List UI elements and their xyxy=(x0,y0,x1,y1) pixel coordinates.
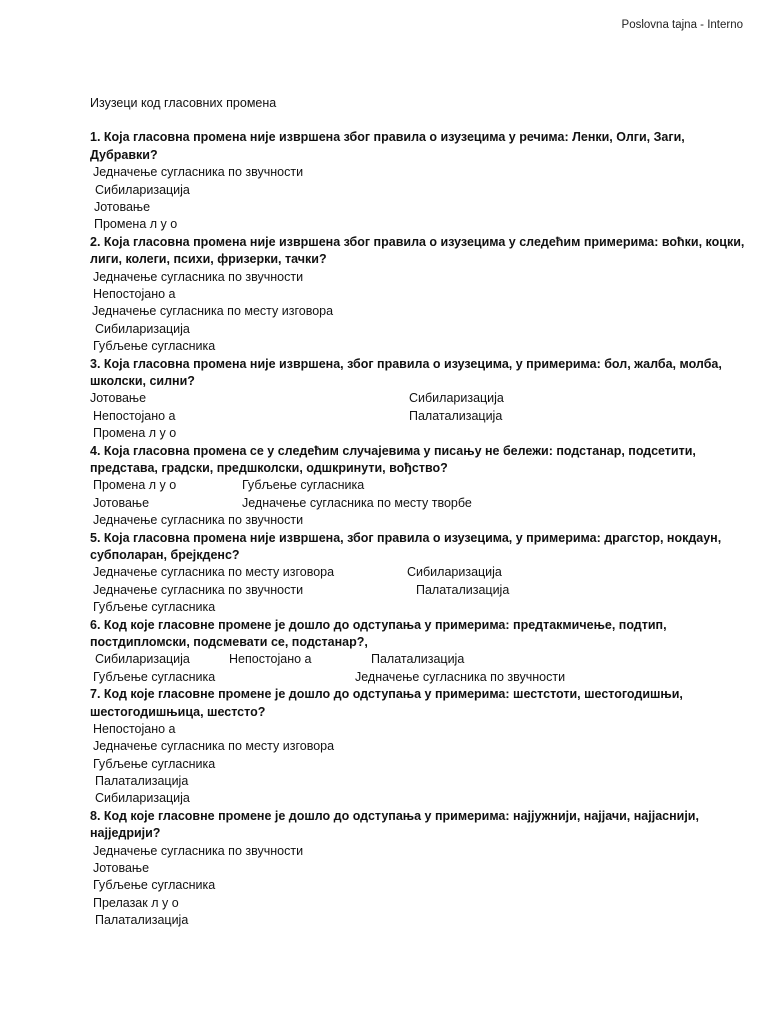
document-body xyxy=(90,95,750,930)
answer-option: Једначење сугласника по месту изговора xyxy=(93,739,335,754)
answer-option: Једначење сугласника по звучности xyxy=(355,669,566,684)
answer-option: Сибиларизација xyxy=(95,791,190,806)
answer-option: Сибиларизација xyxy=(407,565,502,580)
answer-option: Једначење сугласника по звучности xyxy=(93,582,304,597)
question-text: 7. Код које гласовне промене је дошло до одступања у примерима: шестстоти, шестогодишњи, шестогодишњица, шестсто? xyxy=(90,687,683,719)
answer-option: Губљење сугласника xyxy=(93,669,216,684)
answer-option: Једначење сугласника по звучности xyxy=(93,843,304,858)
answer-option: Промена л у о xyxy=(93,426,177,441)
question-8 xyxy=(90,808,750,930)
answer-option: Сибиларизација xyxy=(95,652,190,667)
answer-option: Једначење сугласника по месту творбе xyxy=(242,495,472,510)
question-3 xyxy=(90,356,750,443)
answer-option: Једначење сугласника по месту изговора xyxy=(93,565,335,580)
answer-option: Палатализација xyxy=(416,582,510,597)
page-header-classification: Poslovna tajna - Interno xyxy=(621,19,743,31)
document-title: Изузеци код гласовних промена xyxy=(90,96,277,110)
answer-option: Јотовање xyxy=(93,861,150,876)
answer-option: Јотовање xyxy=(93,495,150,510)
answer-option: Непостојано а xyxy=(93,286,176,301)
question-4 xyxy=(90,443,750,530)
answer-option: Јотовање xyxy=(94,200,151,214)
question-6 xyxy=(90,617,750,687)
answer-option: Палатализација xyxy=(95,913,189,928)
answer-option: Једначење сугласника по звучности xyxy=(93,269,304,284)
answer-option: Једначење сугласника по звучности xyxy=(93,513,304,528)
answer-option: Губљење сугласника xyxy=(93,600,216,615)
question-text: 1. Која гласовна промена није извршена због правила о изузецима у речима: Ленки, Олги, Заги, Дубравки? xyxy=(90,130,685,162)
question-5 xyxy=(90,530,750,617)
answer-option: Сибиларизација xyxy=(95,182,190,197)
question-text: 4. Која гласовна промена се у следећим случајевима у писању не бележи: подстанар, подсетити, представа, градски, предшколски, одшкринути, вођство? xyxy=(90,443,696,475)
answer-option: Непостојано а xyxy=(93,721,176,736)
answer-option: Губљење сугласника xyxy=(93,339,216,354)
answer-option: Непостојано а xyxy=(229,652,312,667)
question-text: 5. Која гласовна промена није извршена, због правила о изузецима, у примерима: драгстор, нокдаун, субполаран, брејкденс? xyxy=(90,530,722,562)
answer-option: Губљење сугласника xyxy=(242,478,365,493)
answer-option: Губљење сугласника xyxy=(93,878,216,893)
question-1 xyxy=(90,129,750,233)
answer-option: Једначење сугласника по месту изговора xyxy=(92,304,334,319)
answer-option: Палатализација xyxy=(371,652,465,667)
question-text: 8. Код које гласовне промене је дошло до одступања у примерима: најјужнији, најјачи, најјаснији, најједрији? xyxy=(90,808,699,841)
answer-option: Сибиларизација xyxy=(95,321,190,336)
answer-option: Палатализација xyxy=(95,774,189,789)
question-text: 6. Код које гласовне промене је дошло до одступања у примерима: предтакмичење, подтип, постдипломски, подсмевати се, подстанар?, xyxy=(90,617,667,649)
answer-option: Непостојано а xyxy=(93,408,176,423)
answer-option: Промена л у о xyxy=(93,478,177,493)
answer-option: Палатализација xyxy=(409,408,503,423)
question-text: 3. Која гласовна промена није извршена, због правила о изузецима, у примерима: бол, жалба, молба, школски, силни? xyxy=(90,356,722,388)
answer-option: Промена л у о xyxy=(94,217,178,232)
answer-option: Једначење сугласника по звучности xyxy=(93,165,304,180)
question-2 xyxy=(90,234,750,356)
answer-option: Прелазак л у о xyxy=(93,895,179,910)
answer-option: Губљење сугласника xyxy=(93,756,216,771)
answer-option: Јотовање xyxy=(90,391,147,406)
question-text: 2. Која гласовна промена није извршена због правила о изузецима у следећим примерима: воћки, коцки, лиги, колеги, психи, фризерки, тачки? xyxy=(90,234,745,267)
answer-option: Сибиларизација xyxy=(409,391,504,406)
question-7 xyxy=(90,686,750,808)
